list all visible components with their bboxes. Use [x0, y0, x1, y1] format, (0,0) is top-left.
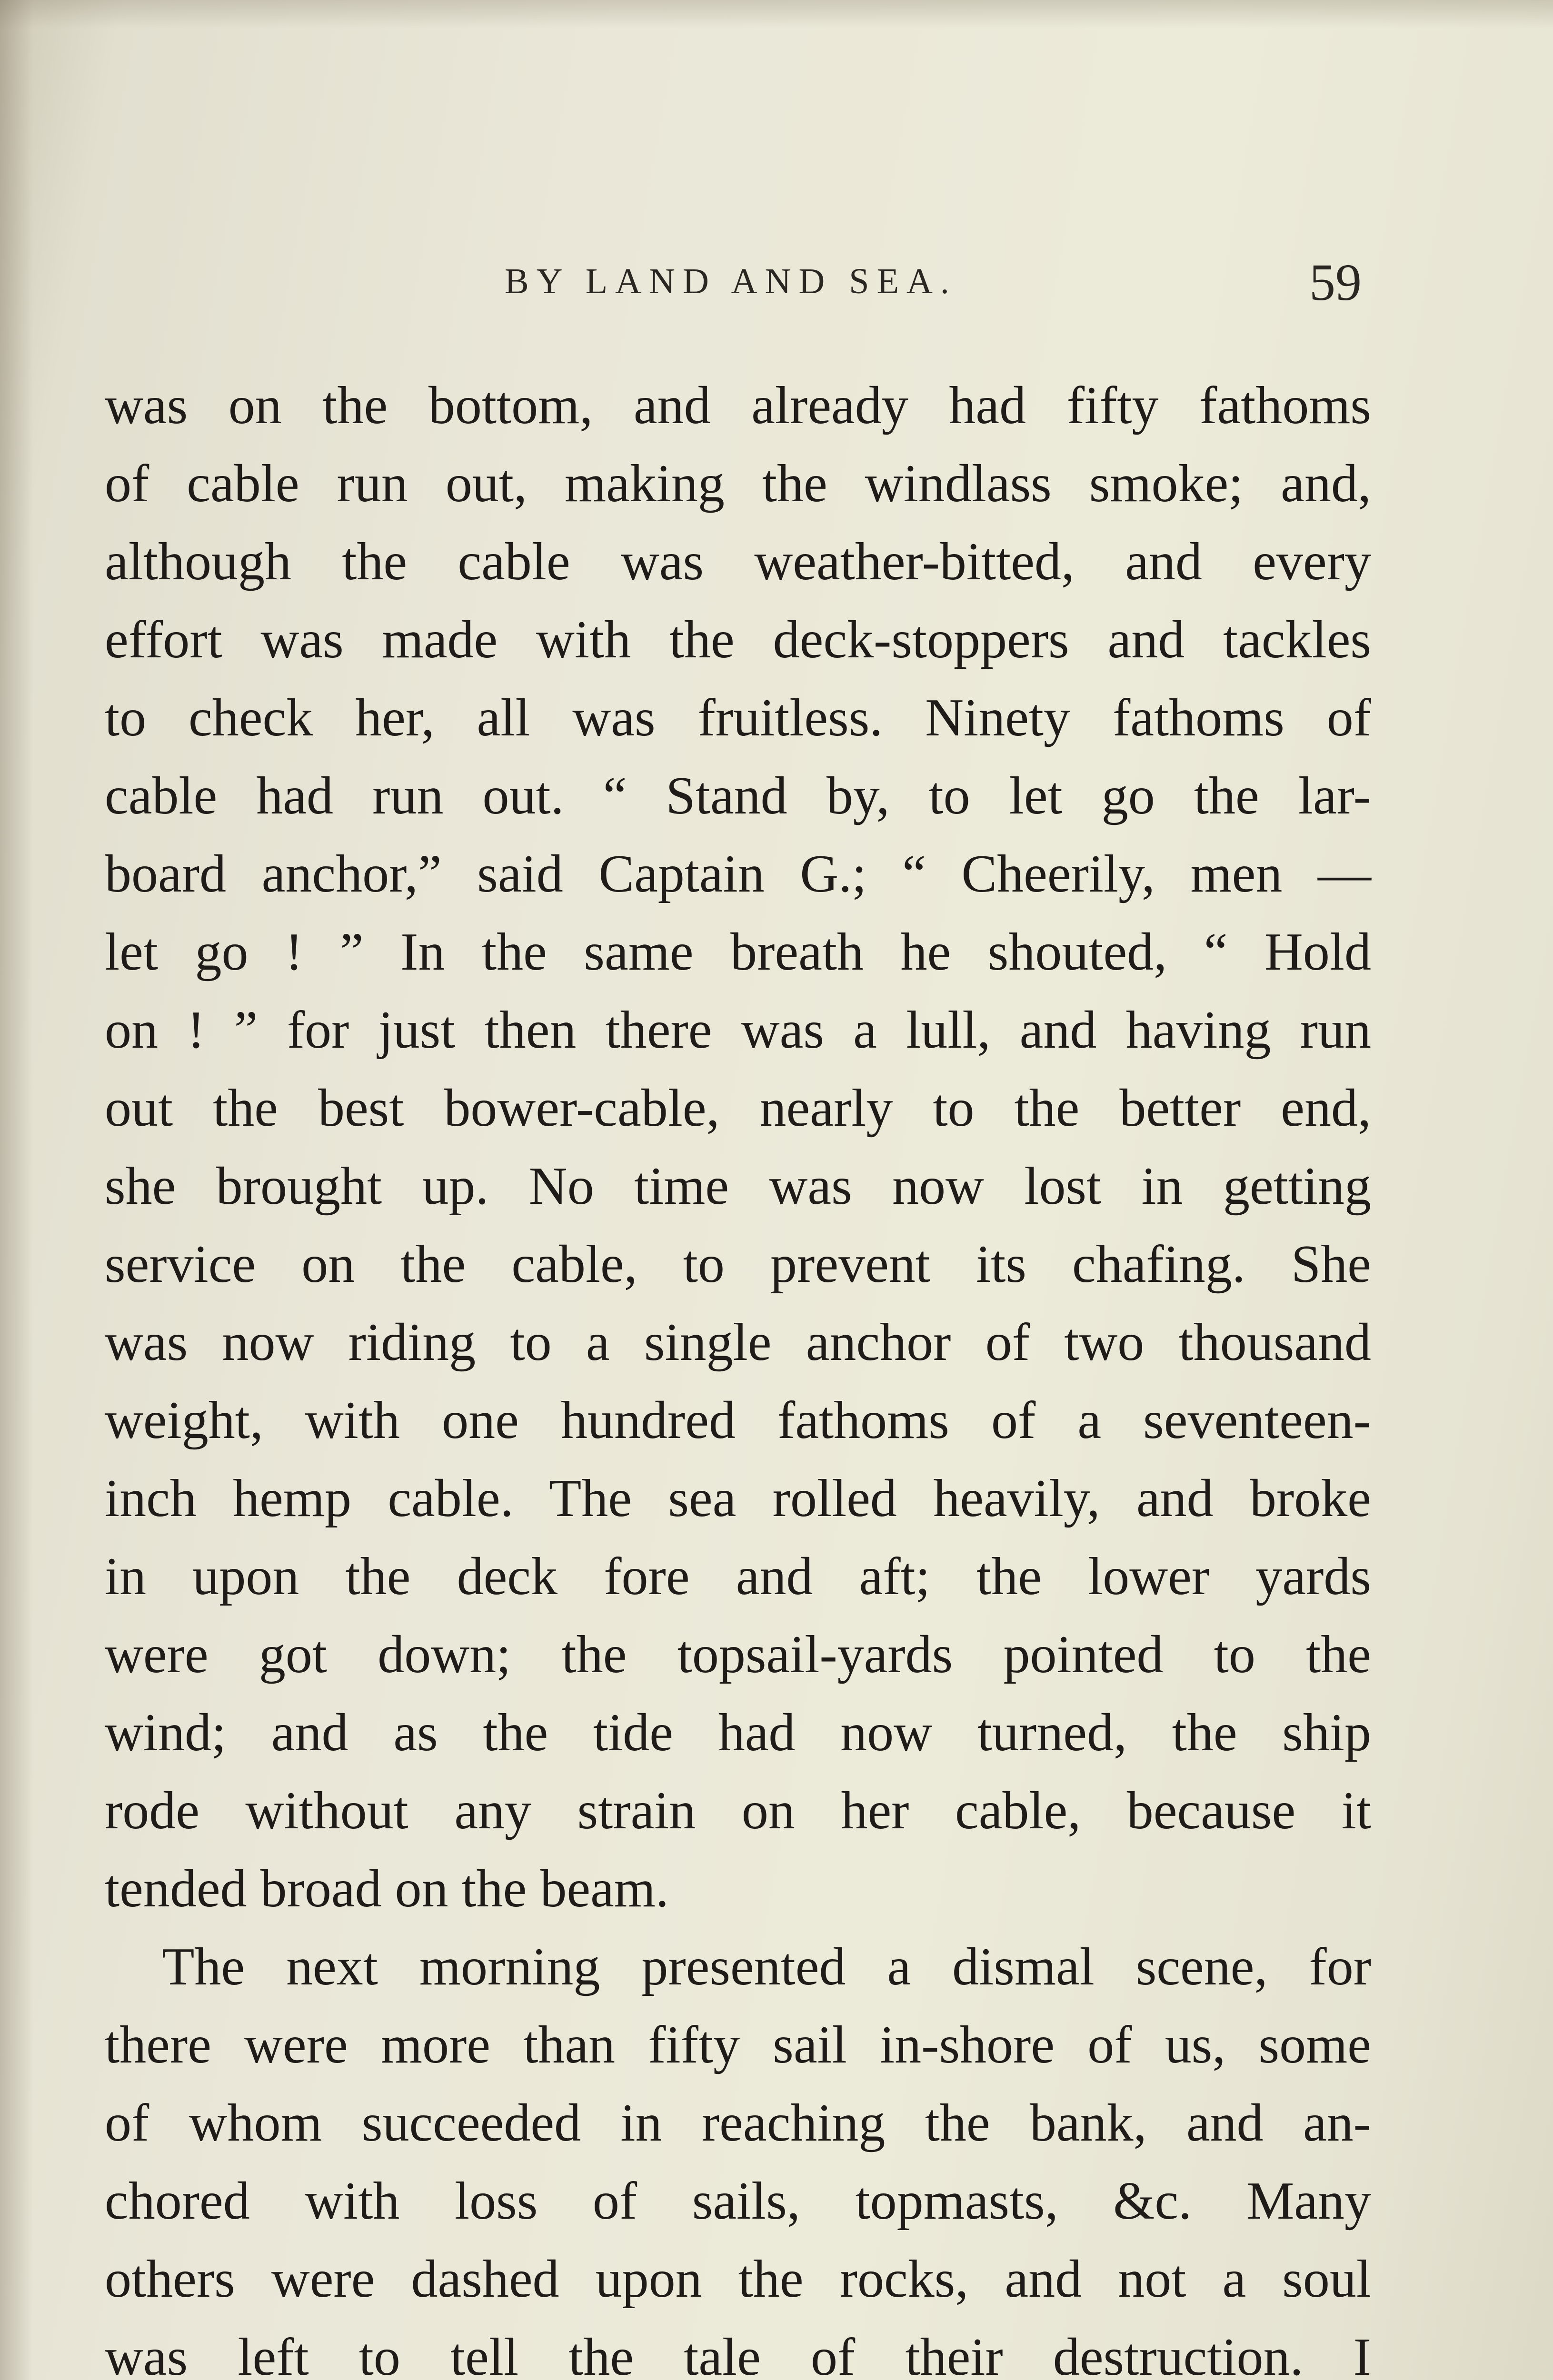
text-line: inch hemp cable. The sea rolled heavily, and broke — [105, 1469, 1371, 1528]
text-line: were got down; the topsail-yards pointed to the — [105, 1625, 1371, 1684]
text-line: was left to tell the tale of their destruction. I — [105, 2328, 1371, 2380]
text-line: rode without any strain on her cable, because it — [105, 1781, 1371, 1840]
text-line: in upon the deck fore and aft; the lower yards — [105, 1547, 1371, 1606]
page-edge-shadow — [0, 0, 33, 2380]
text-line-paragraph-start: The next morning presented a dismal scene, for — [162, 1937, 1371, 1996]
text-line: board anchor,” said Captain G.; “ Cheerily, men — — [105, 844, 1371, 903]
page-top-shadow — [0, 0, 1553, 29]
text-line: there were more than fifty sail in-shore of us, some — [105, 2015, 1371, 2074]
text-line: wind; and as the tide had now turned, the ship — [105, 1703, 1371, 1762]
text-line: others were dashed upon the rocks, and not a soul — [105, 2250, 1371, 2309]
text-line-paragraph-end: tended broad on the beam. — [105, 1859, 669, 1918]
running-head: BY LAND AND SEA. — [505, 261, 957, 301]
text-line: weight, with one hundred fathoms of a seventeen- — [105, 1391, 1371, 1450]
text-line: effort was made with the deck-stoppers and tackles — [105, 610, 1371, 669]
text-line: service on the cable, to prevent its chafing. She — [105, 1235, 1371, 1294]
text-line: on ! ” for just then there was a lull, and having run — [105, 1001, 1371, 1060]
text-line: out the best bower-cable, nearly to the better end, — [105, 1079, 1371, 1138]
text-line: was now riding to a single anchor of two thousand — [105, 1313, 1371, 1372]
body-text — [105, 367, 1371, 2380]
text-line: she brought up. No time was now lost in getting — [105, 1157, 1371, 1216]
text-line: of whom succeeded in reaching the bank, and an- — [105, 2093, 1371, 2152]
text-line: chored with loss of sails, topmasts, &c. Many — [105, 2172, 1371, 2231]
text-line: of cable run out, making the windlass smoke; and, — [105, 454, 1371, 513]
text-line: let go ! ” In the same breath he shouted, “ Hold — [105, 922, 1371, 982]
text-line: although the cable was weather-bitted, and every — [105, 532, 1371, 591]
page-number: 59 — [1309, 253, 1362, 311]
text-line: cable had run out. “ Stand by, to let go the lar- — [105, 766, 1371, 825]
text-line: was on the bottom, and already had fifty fathoms — [105, 376, 1371, 435]
text-line: to check her, all was fruitless. Ninety fathoms of — [105, 688, 1371, 747]
